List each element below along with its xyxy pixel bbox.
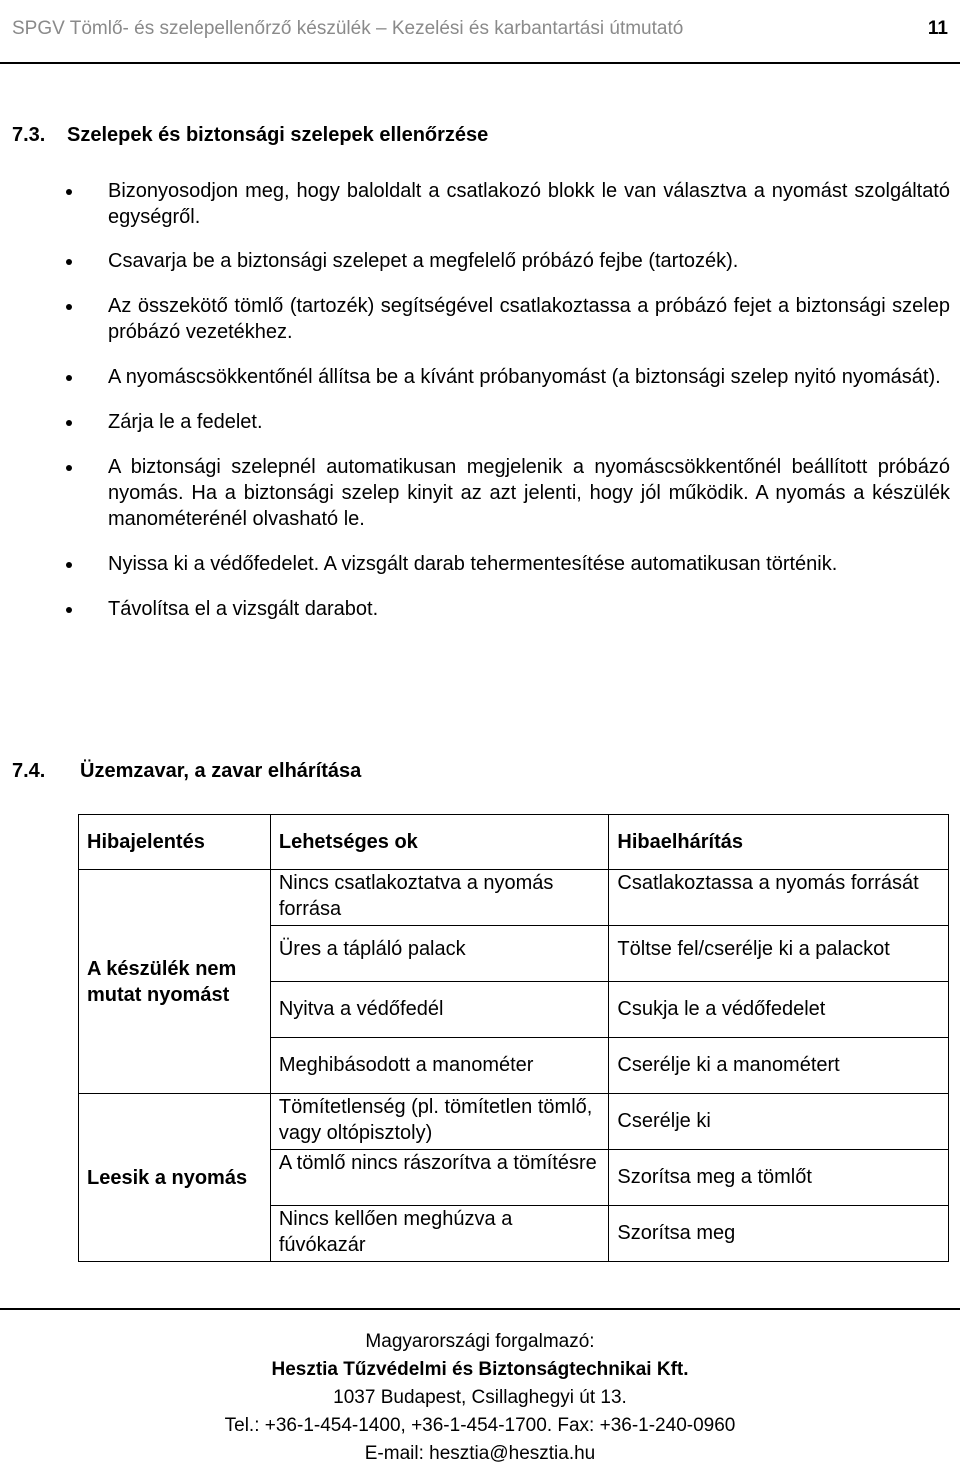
remedy-cell: Csukja le a védőfedelet	[609, 982, 949, 1038]
bullet-icon	[66, 259, 72, 265]
column-header-fault: Hibajelentés	[79, 815, 271, 870]
distributor-label: Magyarországi forgalmazó:	[365, 1331, 595, 1352]
section-title: Üzemzavar, a zavar elhárítása	[80, 760, 362, 782]
check-steps-list	[60, 178, 950, 622]
remedy-cell: Cserélje ki a manométert	[609, 1038, 949, 1094]
remedy-cell: Töltse fel/cserélje ki a palackot	[609, 926, 949, 982]
section-heading-7-4	[12, 760, 361, 783]
list-item: A nyomáscsökkentőnél állítsa be a kívánt próbanyomást (a biztonsági szelep nyitó nyomását).	[60, 364, 950, 390]
cause-cell: Nincs kellően meghúzva a fúvókazár	[270, 1206, 609, 1262]
bullet-icon	[66, 562, 72, 568]
list-item: A biztonsági szelepnél automatikusan megjelenik a nyomáscsökkentőnél beállított próbázó nyomás. Ha a biztonsági szelep kinyit az azt jelenti, hogy jól működik. A nyomás a készülék manométerénél olvasható le.	[60, 454, 950, 532]
list-item: Zárja le a fedelet.	[60, 409, 950, 435]
cause-cell: Nyitva a védőfedél	[270, 982, 609, 1038]
list-item: Csavarja be a biztonsági szelepet a megfelelő próbázó fejbe (tartozék).	[60, 248, 950, 274]
company-email: E-mail: hesztia@hesztia.hu	[364, 1443, 596, 1464]
section-title: Szelepek és biztonsági szelepek ellenőrzése	[67, 124, 489, 146]
remedy-cell: Szorítsa meg a tömlőt	[609, 1150, 949, 1206]
section-heading-7-3	[12, 124, 488, 147]
fault-cell: A készülék nem mutat nyomást	[79, 870, 271, 1094]
list-item: Az összekötő tömlő (tartozék) segítségével csatlakoztassa a próbázó fejet a biztonsági szelep próbázó vezetékhez.	[60, 293, 950, 345]
page-footer	[0, 1328, 960, 1468]
document-title: SPGV Tömlő- és szelepellenőrző készülék – Kezelési és karbantartási útmutató	[12, 18, 684, 39]
bullet-icon	[66, 607, 72, 613]
bullet-icon	[66, 304, 72, 310]
column-header-remedy: Hibaelhárítás	[609, 815, 949, 870]
table-row	[79, 870, 949, 926]
list-item: Távolítsa el a vizsgált darabot.	[60, 596, 950, 622]
company-name: Hesztia Tűzvédelmi és Biztonságtechnikai Kft.	[271, 1359, 689, 1380]
remedy-cell: Csatlakoztassa a nyomás forrását	[609, 870, 949, 926]
cause-cell: Nincs csatlakoztatva a nyomás forrása	[270, 870, 609, 926]
remedy-cell: Szorítsa meg	[609, 1206, 949, 1262]
section-number: 7.3.	[12, 124, 46, 146]
cause-cell: Üres a tápláló palack	[270, 926, 609, 982]
cause-cell: A tömlő nincs rászorítva a tömítésre	[270, 1150, 609, 1206]
troubleshooting-table	[78, 814, 949, 1262]
page-header	[12, 14, 952, 48]
fault-cell: Leesik a nyomás	[79, 1094, 271, 1262]
header-divider	[0, 62, 960, 64]
bullet-icon	[66, 375, 72, 381]
cause-cell: Meghibásodott a manométer	[270, 1038, 609, 1094]
cause-cell: Tömítetlenség (pl. tömítetlen tömlő, vagy oltópisztoly)	[270, 1094, 609, 1150]
bullet-icon	[66, 465, 72, 471]
page-number: 11	[927, 18, 948, 39]
company-phones: Tel.: +36-1-454-1400, +36-1-454-1700. Fax: +36-1-240-0960	[224, 1415, 736, 1436]
section-number: 7.4.	[12, 760, 46, 782]
bullet-icon	[66, 420, 72, 426]
company-address: 1037 Budapest, Csillaghegyi út 13.	[333, 1387, 627, 1408]
list-item: Nyissa ki a védőfedelet. A vizsgált darab tehermentesítése automatikusan történik.	[60, 551, 950, 577]
bullet-icon	[66, 189, 72, 195]
table-row	[79, 1094, 949, 1150]
list-item: Bizonyosodjon meg, hogy baloldalt a csatlakozó blokk le van választva a nyomást szolgáltató egységről.	[60, 178, 950, 230]
footer-divider	[0, 1308, 960, 1310]
remedy-cell: Cserélje ki	[609, 1094, 949, 1150]
table-header-row	[79, 815, 949, 870]
column-header-cause: Lehetséges ok	[270, 815, 609, 870]
